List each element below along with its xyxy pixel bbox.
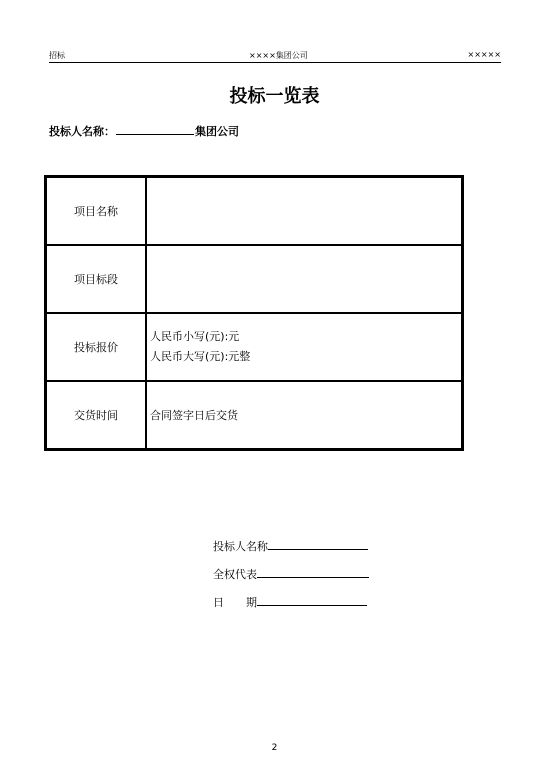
signature-representative-blank (257, 565, 369, 578)
bidder-name-suffix: 集团公司 (195, 125, 239, 138)
signature-representative-row (213, 565, 369, 593)
bidder-name-line (49, 123, 239, 139)
bidder-name-blank (116, 123, 194, 135)
project-section-label: 项目标段 (46, 245, 146, 313)
table-row (46, 245, 462, 313)
delivery-time-value: 合同签字日后交货 (146, 381, 462, 449)
header-center-text: ××××集团公司 (249, 51, 308, 60)
signature-date-label: 日 期 (213, 596, 257, 609)
bid-summary-table (44, 175, 464, 451)
project-section-value (146, 245, 462, 313)
signature-bidder-blank (268, 537, 368, 550)
signature-date-row (213, 593, 369, 621)
price-uppercase-line: 人民币大写(元):元整 (150, 350, 251, 363)
table-row (46, 381, 462, 449)
document-title: 投标一览表 (229, 86, 320, 107)
table-row (46, 177, 462, 245)
bid-price-value (146, 313, 462, 381)
header-right-text: ××××× (467, 50, 501, 59)
signature-bidder-row (213, 537, 369, 565)
header-left-text: 招标 (49, 51, 65, 60)
delivery-time-label: 交货时间 (46, 381, 146, 449)
signature-representative-label: 全权代表 (213, 568, 257, 581)
project-name-label: 项目名称 (46, 177, 146, 245)
price-lowercase-line: 人民币小写(元):元 (150, 330, 240, 343)
project-name-value (146, 177, 462, 245)
signature-date-blank (257, 593, 367, 606)
signature-block (213, 537, 369, 621)
bidder-name-label: 投标人名称： (49, 125, 115, 138)
page-header (49, 50, 501, 63)
signature-bidder-label: 投标人名称 (213, 540, 268, 553)
page-number: 2 (271, 743, 278, 753)
table-row (46, 313, 462, 381)
bid-price-label: 投标报价 (46, 313, 146, 381)
